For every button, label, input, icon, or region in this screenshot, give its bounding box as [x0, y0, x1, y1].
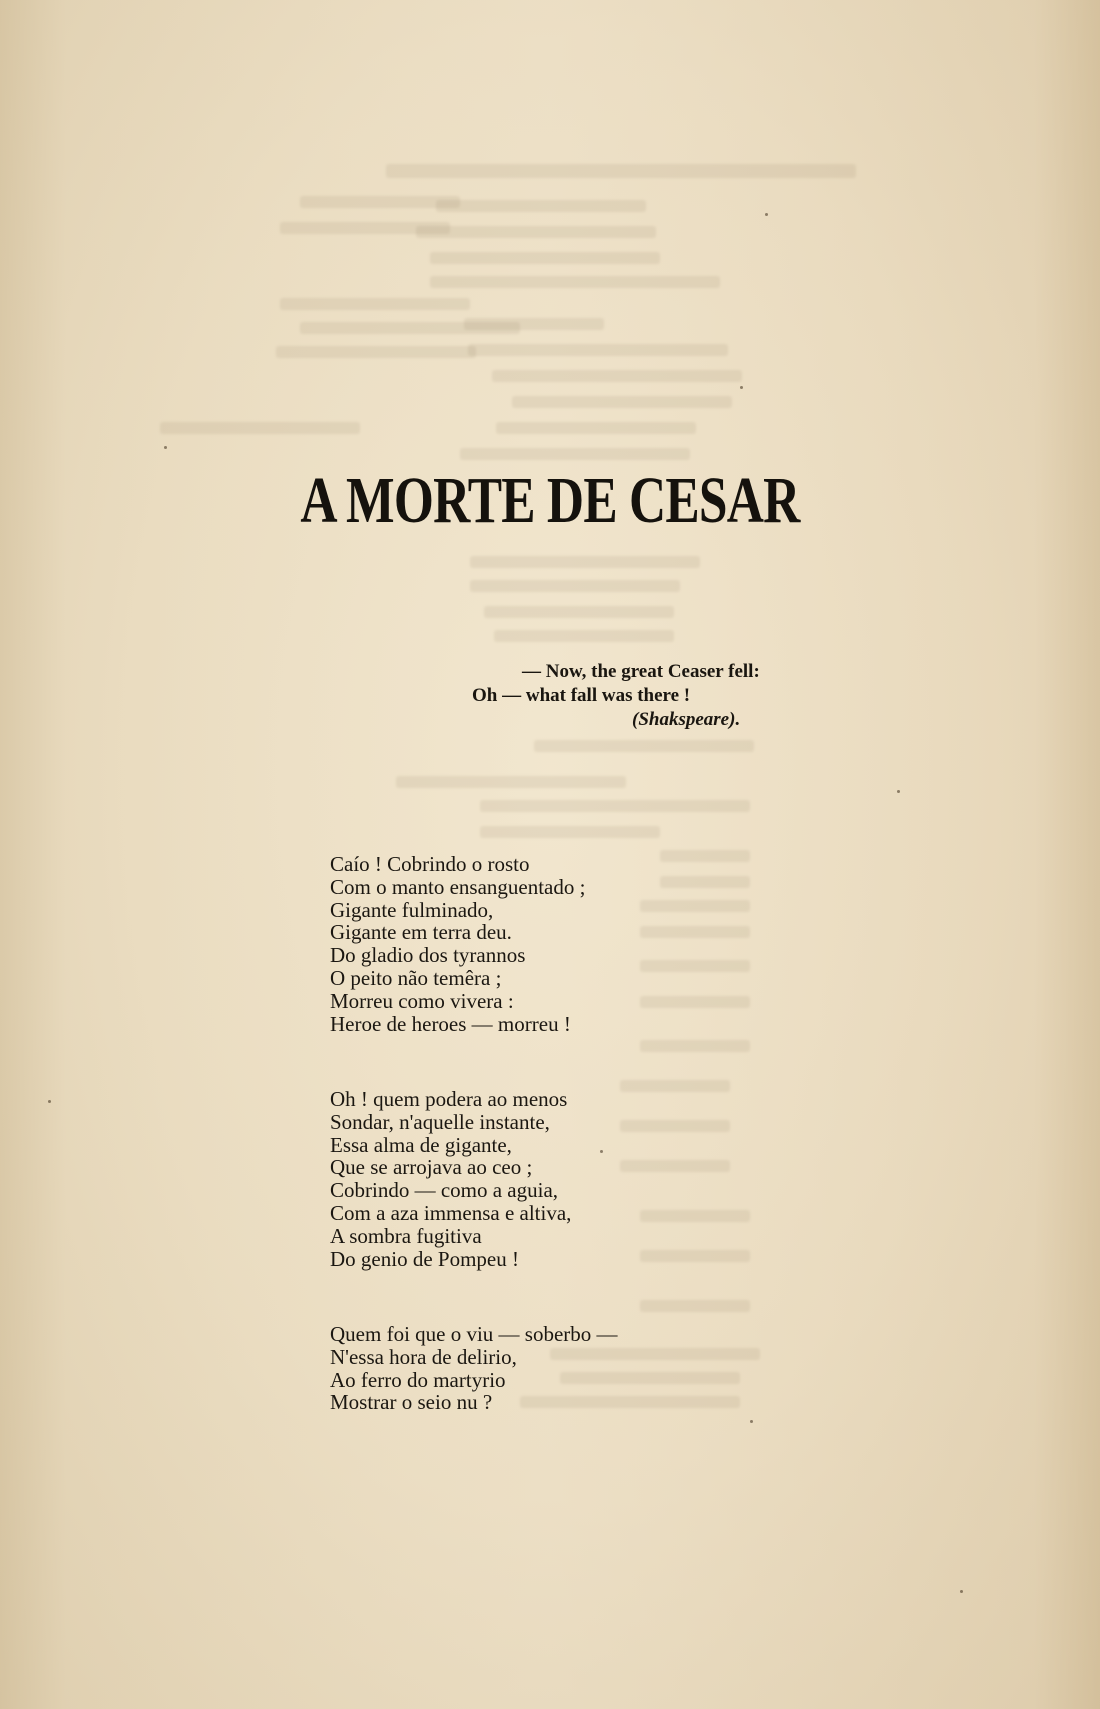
verse-line: Heroe de heroes — morreu ! [330, 1011, 571, 1036]
verse-line: Morreu como vivera : [330, 988, 514, 1013]
verse-line: Caío ! Cobrindo o rosto [330, 852, 530, 876]
verse-line: Do gladio dos tyrannos [330, 943, 526, 968]
verse-line: Oh ! quem podera ao menos [330, 1087, 568, 1111]
verse-line: Com a aza immensa e altiva, [330, 1200, 572, 1225]
verse-line: Mostrar o seio nu ? [330, 1390, 493, 1415]
verse-line: Com o manto ensanguentado ; [330, 874, 586, 899]
epigraph-attribution: (Shakspeare). [632, 709, 741, 730]
verse-line: Quem foi que o viu — soberbo — [330, 1322, 618, 1346]
verse-line: Gigante em terra deu. [330, 920, 512, 945]
epigraph-line-2: Oh — what fall was there ! [472, 685, 691, 706]
stanza-1 [330, 853, 585, 1035]
epigraph-line-1: — Now, the great Ceaser fell: [522, 661, 760, 682]
verse-line: Sondar, n'aquelle instante, [330, 1109, 550, 1134]
verse-line: O peito não temêra ; [330, 965, 502, 990]
verse-line: N'essa hora de delirio, [330, 1344, 517, 1369]
verse-line: Essa alma de gigante, [330, 1132, 512, 1157]
stanza-3 [330, 1323, 618, 1414]
verse-line: Gigante fulminado, [330, 897, 494, 922]
stanza-2 [330, 1088, 571, 1270]
verse-line: Que se arrojava ao ceo ; [330, 1155, 533, 1180]
verse-line: Cobrindo — como a aguia, [330, 1178, 559, 1203]
verse-line: Ao ferro do martyrio [330, 1367, 506, 1392]
poem-title: A MORTE DE CESAR [300, 464, 800, 537]
verse-line: A sombra fugitiva [330, 1223, 482, 1248]
verse-line: Do genio de Pompeu ! [330, 1246, 519, 1271]
